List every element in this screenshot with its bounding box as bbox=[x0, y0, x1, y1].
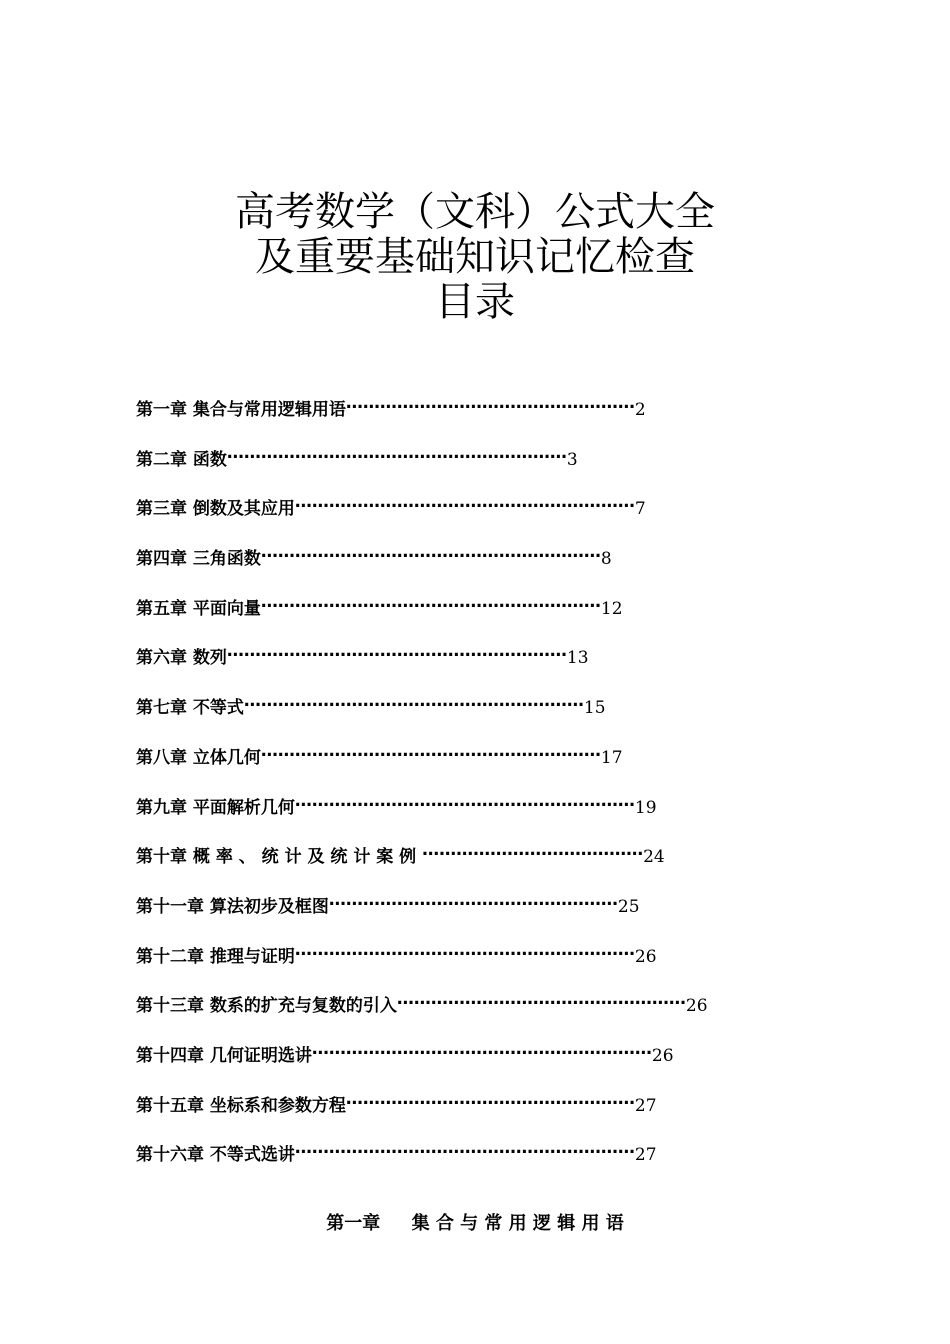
toc-entry bbox=[136, 739, 776, 789]
toc-entry-leader: …………………………………………………… bbox=[294, 790, 635, 811]
toc-entry-leader: …………………………………………… bbox=[345, 393, 635, 413]
toc-entry-leader: …………………………………………………… bbox=[260, 542, 601, 563]
toc-entry-page: 25 bbox=[617, 896, 640, 917]
toc-entry-label: 第三章 倒数及其应用 bbox=[136, 499, 295, 520]
toc-entry-leader: …………………………………………… bbox=[396, 989, 686, 1010]
toc-entry-label: 第五章 平面向量 bbox=[136, 598, 261, 619]
toc-entry-leader: …………………………………………………… bbox=[294, 1138, 635, 1159]
toc-entry-page: 3 bbox=[566, 449, 578, 470]
toc-entry-leader: …………………………………………………… bbox=[294, 939, 635, 960]
toc-entry-label: 第十三章 数系的扩充与复数的引入 bbox=[136, 996, 397, 1017]
toc-entry-label: 第十四章 几何证明选讲 bbox=[136, 1045, 312, 1066]
toc-entry-page: 26 bbox=[685, 996, 708, 1017]
toc-entry-label: 第四章 三角函数 bbox=[136, 549, 261, 570]
toc-entry-page: 8 bbox=[600, 549, 612, 570]
toc-entry-leader: …………………………………………………… bbox=[260, 591, 601, 612]
toc-entry-label: 第九章 平面解析几何 bbox=[136, 797, 295, 818]
toc-entry-page: 12 bbox=[600, 598, 623, 619]
toc-entry bbox=[136, 540, 776, 590]
toc-entry-page: 2 bbox=[634, 400, 646, 420]
toc-entry-page: 13 bbox=[566, 648, 589, 669]
toc-entry-label: 第一章 集合与常用逻辑用语 bbox=[136, 400, 346, 420]
toc-entry bbox=[136, 689, 776, 739]
toc-entry-label: 第二章 函数 bbox=[136, 449, 227, 470]
toc-entry bbox=[136, 391, 776, 441]
toc-entry-leader: …………………………………………………… bbox=[226, 442, 567, 463]
toc-entry-leader: …………………………………………………… bbox=[311, 1038, 652, 1059]
toc-entry bbox=[136, 938, 776, 988]
toc-entry-label: 第十六章 不等式选讲 bbox=[136, 1145, 295, 1166]
table-of-contents bbox=[136, 391, 776, 1186]
toc-entry-label: 第十章 概 率 、 统 计 及 统 计 案 例 bbox=[136, 847, 423, 868]
toc-entry bbox=[136, 1087, 776, 1137]
toc-entry-label: 第七章 不等式 bbox=[136, 698, 244, 719]
toc-entry-label: 第六章 数列 bbox=[136, 648, 227, 669]
toc-entry-label: 第十二章 推理与证明 bbox=[136, 946, 295, 967]
chapter-heading: 第一章 集 合 与 常 用 逻 辑 用 语 bbox=[326, 1213, 624, 1234]
document-title bbox=[0, 190, 950, 325]
toc-entry-leader: …………………………………………………… bbox=[243, 691, 584, 712]
toc-entry-leader: ………………………………… bbox=[422, 840, 644, 861]
toc-entry-page: 15 bbox=[583, 698, 606, 719]
toc-entry-label: 第八章 立体几何 bbox=[136, 747, 261, 768]
toc-entry bbox=[136, 1037, 776, 1087]
toc-entry-leader: …………………………………………………… bbox=[260, 740, 601, 761]
toc-entry-leader: …………………………………………………… bbox=[294, 492, 635, 513]
toc-entry-page: 17 bbox=[600, 747, 623, 768]
toc-entry-leader: …………………………………………… bbox=[345, 1088, 635, 1109]
toc-entry-page: 26 bbox=[634, 946, 657, 967]
toc-entry bbox=[136, 1136, 776, 1186]
title-line-1: 高考数学（文科）公式大全 bbox=[235, 189, 715, 235]
toc-entry bbox=[136, 987, 776, 1037]
toc-entry-page: 26 bbox=[651, 1045, 674, 1066]
toc-entry-page: 27 bbox=[634, 1145, 657, 1166]
title-line-2: 及重要基础知识记忆检查 bbox=[255, 234, 695, 280]
toc-entry bbox=[136, 789, 776, 839]
toc-entry-page: 19 bbox=[634, 797, 657, 818]
toc-entry bbox=[136, 590, 776, 640]
toc-entry bbox=[136, 441, 776, 491]
toc-entry bbox=[136, 490, 776, 540]
toc-entry-leader: …………………………………………………… bbox=[226, 641, 567, 662]
toc-entry-label: 第十五章 坐标系和参数方程 bbox=[136, 1095, 346, 1116]
toc-entry-page: 27 bbox=[634, 1095, 657, 1116]
toc-entry-leader: …………………………………………… bbox=[328, 889, 618, 910]
toc-entry bbox=[136, 838, 776, 888]
toc-entry-page: 7 bbox=[634, 499, 646, 520]
toc-entry bbox=[136, 639, 776, 689]
toc-entry-label: 第十一章 算法初步及框图 bbox=[136, 896, 329, 917]
toc-entry bbox=[136, 888, 776, 938]
toc-entry-page: 24 bbox=[643, 847, 665, 868]
title-line-3: 目录 bbox=[435, 279, 515, 325]
